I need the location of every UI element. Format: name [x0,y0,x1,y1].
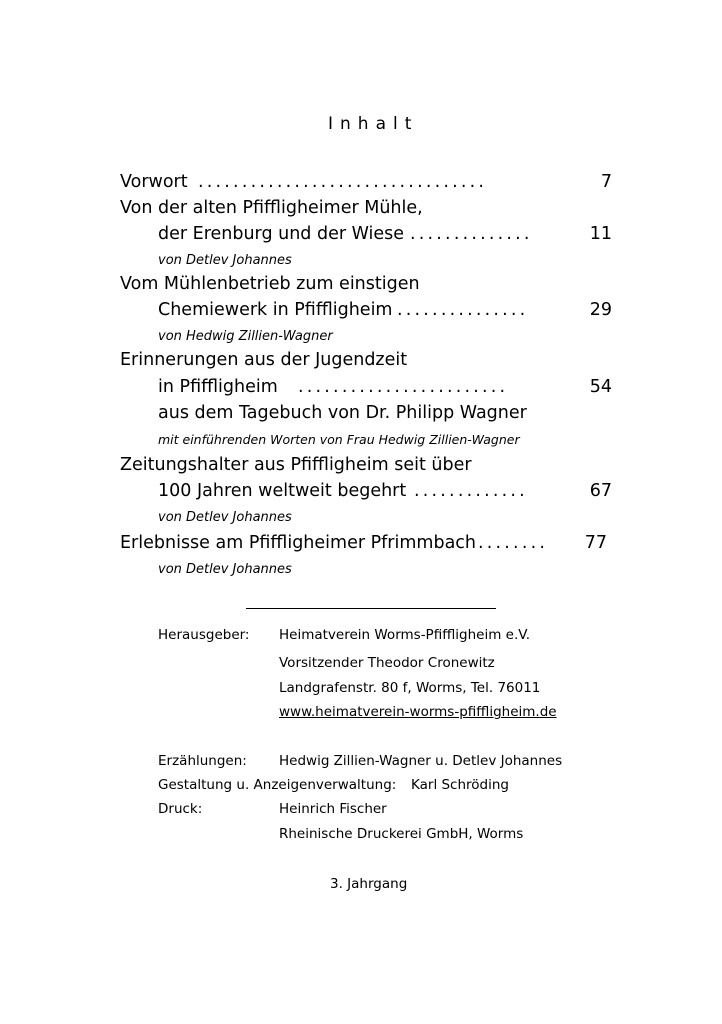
toc-author: von Detlev Johannes [158,562,292,577]
toc-page-number: 29 [589,300,612,320]
stories-label: Erzählungen: [158,753,247,769]
toc-author: von Hedwig Zillien-Wagner [158,329,333,344]
toc-dot-leader: .............. [410,224,533,244]
toc-dot-leader: ........ [478,533,549,553]
toc-page-number: 54 [589,377,612,397]
section-divider [246,608,496,609]
publisher-name: Heimatverein Worms-Pfiffligheim e.V. [279,627,531,643]
publisher-chair: Vorsitzender Theodor Cronewitz [279,655,495,671]
print-label: Druck: [158,801,203,817]
toc-entry-title-continued: Chemiewerk in Pfiffligheim [158,300,393,320]
toc-author: von Detlev Johannes [158,253,292,268]
toc-entry-title: Vorwort [120,172,188,192]
toc-dot-leader: ................................. [198,172,488,192]
toc-entry-title: Erinnerungen aus der Jugendzeit [120,350,408,370]
toc-dot-leader: ............. [414,481,528,501]
toc-entry-title: Erlebnisse am Pfiffligheimer Pfrimmbach [120,533,477,553]
toc-entry-title: Von der alten Pfiffligheimer Mühle, [120,198,423,218]
toc-page-number: 77 [584,533,607,553]
toc-entry-title-continued: 100 Jahren weltweit begehrt [158,481,407,501]
toc-page-number: 7 [600,172,612,192]
edition-label: 3. Jahrgang [330,876,408,892]
page-title: Inhalt [328,114,419,134]
toc-entry-title: Zeitungshalter aus Pfiffligheim seit über [120,455,472,475]
publisher-address: Landgrafenstr. 80 f, Worms, Tel. 76011 [279,680,541,696]
toc-entry-subtitle: aus dem Tagebuch von Dr. Philipp Wagner [158,403,527,423]
publisher-label: Herausgeber: [158,627,250,643]
design-person: Karl Schröding [411,777,509,793]
toc-entry-title-continued: in Pfiffligheim [158,377,278,397]
website-link[interactable]: www.heimatverein-worms-pfiffligheim.de [279,704,557,720]
toc-author: mit einführenden Worten von Frau Hedwig Zillien-Wagner [158,432,520,447]
design-label: Gestaltung u. Anzeigenverwaltung: [158,777,397,793]
printer-name: Heinrich Fischer [279,801,387,817]
toc-entry-title: Vom Mühlenbetrieb zum einstigen [120,274,420,294]
toc-entry-title-continued: der Erenburg und der Wiese [158,224,405,244]
toc-dot-leader: ........................ [298,377,509,397]
toc-page-number: 67 [589,481,612,501]
toc-author: von Detlev Johannes [158,510,292,525]
toc-dot-leader: ............... [397,300,529,320]
printer-company: Rheinische Druckerei GmbH, Worms [279,826,524,842]
toc-page-number: 11 [589,224,612,244]
stories-authors: Hedwig Zillien-Wagner u. Detlev Johannes [279,753,563,769]
